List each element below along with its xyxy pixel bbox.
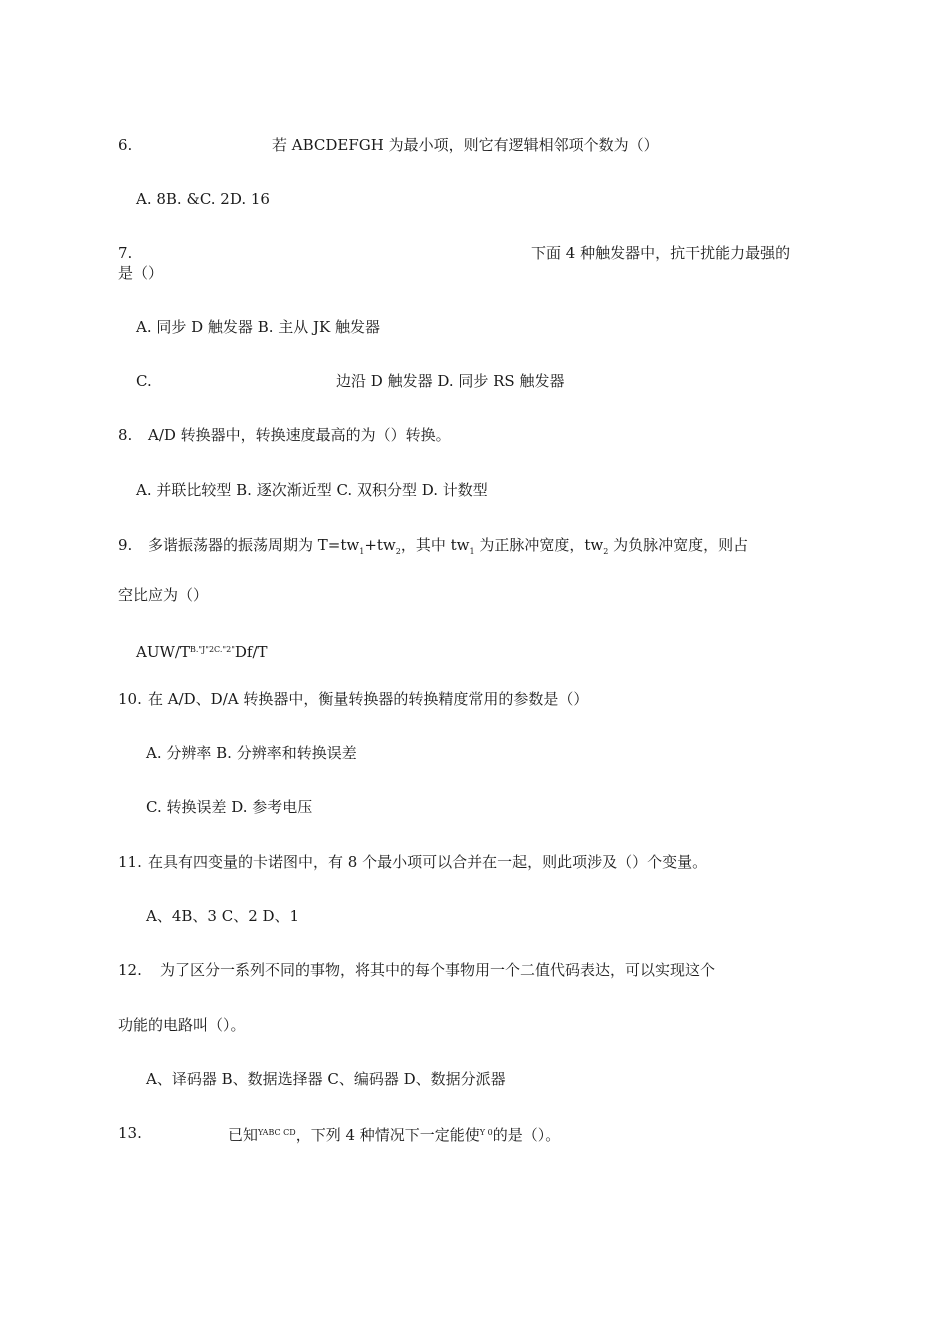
q13-equation-1: YABC CD (258, 1128, 296, 1137)
q6-options: A. 8B. &C. 2D. 16 (136, 190, 270, 208)
q13-text-b: ，下列 4 种情况下一定能使 (295, 1126, 480, 1144)
q6-text: 若 ABCDEFGH 为最小项，则它有逻辑相邻项个数为（） (272, 136, 659, 154)
q9-opt-b: B. (189, 645, 199, 654)
q13-number: 13. (118, 1124, 142, 1142)
q13-text (228, 1124, 560, 1144)
q8-number: 8. (118, 426, 133, 444)
q9-number: 9. (118, 536, 133, 554)
q10-options-cd: C. 转换误差 D. 参考电压 (146, 798, 313, 816)
q9-sub-2: 2 (395, 547, 401, 556)
q10-number: 10. (118, 690, 142, 708)
q9-plus: + (364, 536, 377, 554)
q13-text-c: 的是（）。 (492, 1126, 561, 1144)
q9-text-a: 多谐振荡器的振荡周期为 T=tw (148, 536, 360, 554)
q13-equation-2: Y 0 (479, 1128, 493, 1137)
q7-options-ab: A. 同步 D 触发器 B. 主从 JK 触发器 (136, 318, 381, 336)
q9-text-e: 为负脉冲宽度，则占 (608, 536, 749, 554)
q9-sub-4: 2 (603, 547, 609, 556)
q7-text: 下面 4 种触发器中，抗干扰能力最强的 (531, 244, 791, 262)
q11-text: 在具有四变量的卡诺图中，有 8 个最小项可以合并在一起，则此项涉及（）个变量。 (148, 853, 708, 871)
q9-text-d: 为正脉冲宽度，tw (474, 536, 604, 554)
q11-options: A、4B、3 C、2 D、1 (146, 907, 300, 925)
q8-text: A/D 转换器中，转换速度最高的为（）转换。 (148, 426, 451, 444)
q6-number: 6. (118, 136, 133, 154)
q9-opt-f: Df/T (234, 643, 268, 661)
q9-sub-3: 1 (469, 547, 475, 556)
q10-options-ab: A. 分辨率 B. 分辨率和转换误差 (146, 744, 357, 762)
q11-number: 11. (118, 853, 142, 871)
q7-options-cd: 边沿 D 触发器 D. 同步 RS 触发器 (336, 372, 565, 390)
q9-opt-e: "2" (222, 645, 235, 654)
q9-text (148, 536, 748, 561)
q12-text: 为了区分一系列不同的事物，将其中的每个事物用一个二值代码表达，可以实现这个 (160, 961, 716, 979)
q10-text: 在 A/D、D/A 转换器中，衡量转换器的转换精度常用的参数是（） (148, 690, 589, 708)
q9-sub-1: 1 (359, 547, 365, 556)
q7-option-c-label: C. (136, 372, 152, 390)
q9-options (136, 641, 268, 661)
q9-text-b: tw (376, 536, 396, 554)
q12-text-cont: 功能的电路叫（）。 (118, 1016, 246, 1034)
q9-opt-a: AUW/T (136, 643, 190, 661)
q9-text-c: ，其中 tw (400, 536, 470, 554)
q9-opt-c: "J" (198, 645, 209, 654)
q7-number: 7. (118, 244, 133, 262)
q12-options: A、译码器 B、数据选择器 C、编码器 D、数据分派器 (146, 1070, 506, 1088)
q7-text-cont: 是（） (118, 264, 164, 282)
q9-opt-d: 2C. (208, 645, 223, 654)
q12-number: 12. (118, 961, 142, 979)
q9-text-cont: 空比应为（） (118, 586, 209, 604)
q13-text-a: 已知 (228, 1126, 259, 1144)
q8-options: A. 并联比较型 B. 逐次渐近型 C. 双积分型 D. 计数型 (136, 481, 488, 499)
